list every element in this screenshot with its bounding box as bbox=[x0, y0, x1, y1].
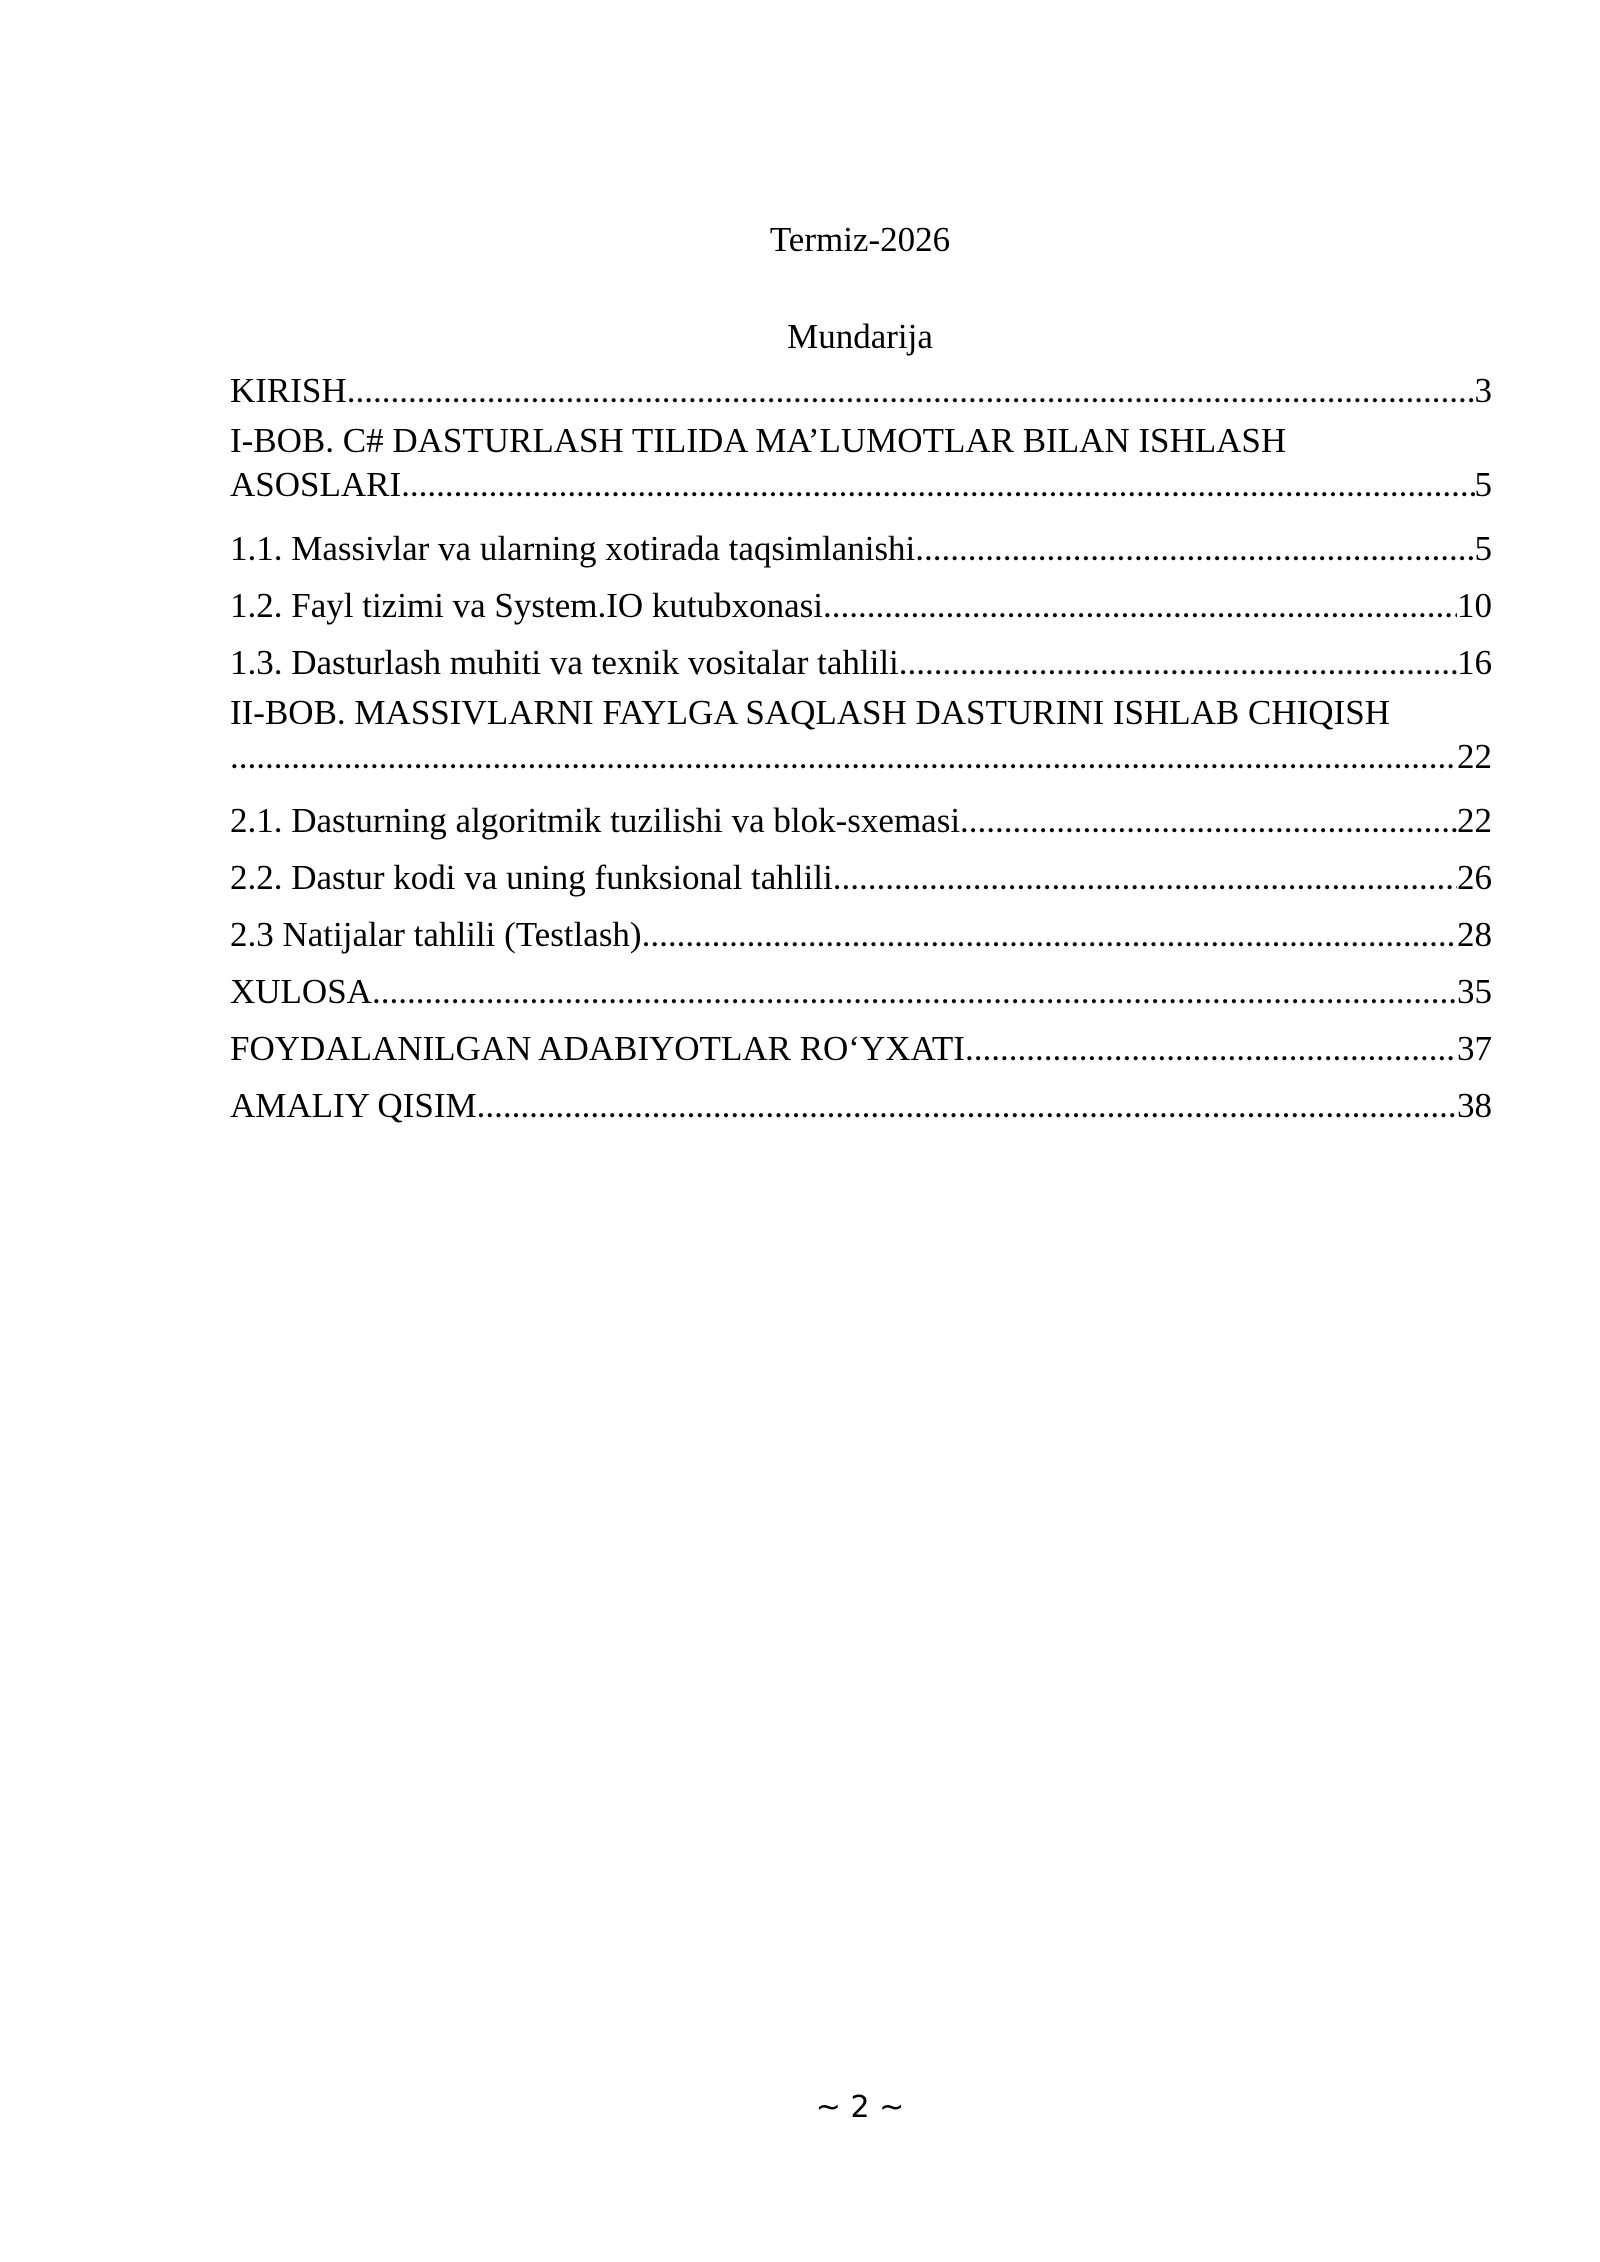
toc-entry-page: 37 bbox=[1457, 1029, 1492, 1068]
toc-entry-page: 3 bbox=[1474, 371, 1492, 410]
toc-leader-dots bbox=[965, 1020, 1457, 1077]
toc-entry-page: 28 bbox=[1457, 915, 1492, 954]
toc-entry-page: 5 bbox=[1474, 465, 1492, 504]
toc-leader-dots bbox=[833, 849, 1457, 906]
toc-leader-dots bbox=[899, 634, 1457, 691]
toc-entry-text: AMALIY QISIM bbox=[230, 1086, 477, 1125]
table-of-contents bbox=[230, 362, 1492, 1134]
toc-leader-dots bbox=[915, 520, 1474, 577]
toc-entry-section-2-1[interactable] bbox=[230, 792, 1492, 849]
toc-entry-page: 10 bbox=[1457, 586, 1492, 625]
page-number: ~ 2 ~ bbox=[815, 2090, 905, 2125]
toc-entry-page: 16 bbox=[1457, 643, 1492, 682]
toc-leader-dots bbox=[230, 735, 1457, 779]
toc-leader-dots bbox=[823, 577, 1457, 634]
toc-entry-page: 22 bbox=[1457, 801, 1492, 840]
toc-entry-text: 1.3. Dasturlash muhiti va texnik vositalar tahlili bbox=[230, 643, 899, 682]
toc-entry-text: 2.2. Dastur kodi va uning funksional tahlili bbox=[230, 858, 833, 897]
toc-entry-section-2-2[interactable] bbox=[230, 849, 1492, 906]
toc-entry-section-1-2[interactable] bbox=[230, 577, 1492, 634]
toc-title: Mundarija bbox=[787, 317, 933, 356]
toc-entry-text: 2.3 Natijalar tahlili (Testlash) bbox=[230, 915, 642, 954]
toc-entry-text: 1.1. Massivlar va ularning xotirada taqsimlanishi bbox=[230, 529, 916, 568]
toc-entry-page: 38 bbox=[1457, 1086, 1492, 1125]
toc-entry-page: 5 bbox=[1474, 529, 1492, 568]
toc-entry-practical-part[interactable] bbox=[230, 1077, 1492, 1134]
toc-leader-dots bbox=[960, 792, 1457, 849]
toc-entry-section-1-1[interactable] bbox=[230, 520, 1492, 577]
toc-entry-chapter-2-line-1[interactable] bbox=[230, 691, 1492, 735]
toc-entry-page: 35 bbox=[1457, 972, 1492, 1011]
toc-entry-text: KIRISH bbox=[230, 371, 347, 410]
toc-entry-xulosa[interactable] bbox=[230, 963, 1492, 1020]
toc-leader-dots bbox=[642, 906, 1457, 963]
toc-entry-text: II-BOB. MASSIVLARNI FAYLGA SAQLASH DASTURINI ISHLAB CHIQISH bbox=[230, 693, 1390, 732]
toc-leader-dots bbox=[401, 463, 1474, 507]
toc-entry-section-1-3[interactable] bbox=[230, 634, 1492, 691]
toc-entry-kirish[interactable] bbox=[230, 362, 1492, 419]
toc-entry-chapter-1-line-1[interactable] bbox=[230, 419, 1492, 463]
toc-entry-chapter-2-line-2[interactable] bbox=[230, 735, 1492, 792]
toc-leader-dots bbox=[347, 362, 1475, 419]
toc-entry-text: 2.1. Dasturning algoritmik tuzilishi va blok-sxemasi bbox=[230, 801, 961, 840]
toc-entry-text: 1.2. Fayl tizimi va System.IO kutubxonasi bbox=[230, 586, 824, 625]
toc-entry-page: 22 bbox=[1457, 737, 1492, 776]
toc-entry-text: XULOSA bbox=[230, 972, 372, 1011]
toc-leader-dots bbox=[477, 1077, 1457, 1134]
toc-entry-text: ASOSLARI bbox=[230, 465, 402, 504]
toc-entry-text: I-BOB. C# DASTURLASH TILIDA MA’LUMOTLAR BILAN ISHLASH bbox=[230, 421, 1287, 460]
toc-entry-references[interactable] bbox=[230, 1020, 1492, 1077]
toc-entry-chapter-1-line-2[interactable] bbox=[230, 463, 1492, 520]
toc-leader-dots bbox=[372, 963, 1457, 1020]
toc-entry-page: 26 bbox=[1457, 858, 1492, 897]
toc-entry-text: FOYDALANILGAN ADABIYOTLAR RO‘YXATI bbox=[230, 1029, 965, 1068]
city-year: Termiz-2026 bbox=[769, 220, 951, 259]
toc-entry-section-2-3[interactable] bbox=[230, 906, 1492, 963]
